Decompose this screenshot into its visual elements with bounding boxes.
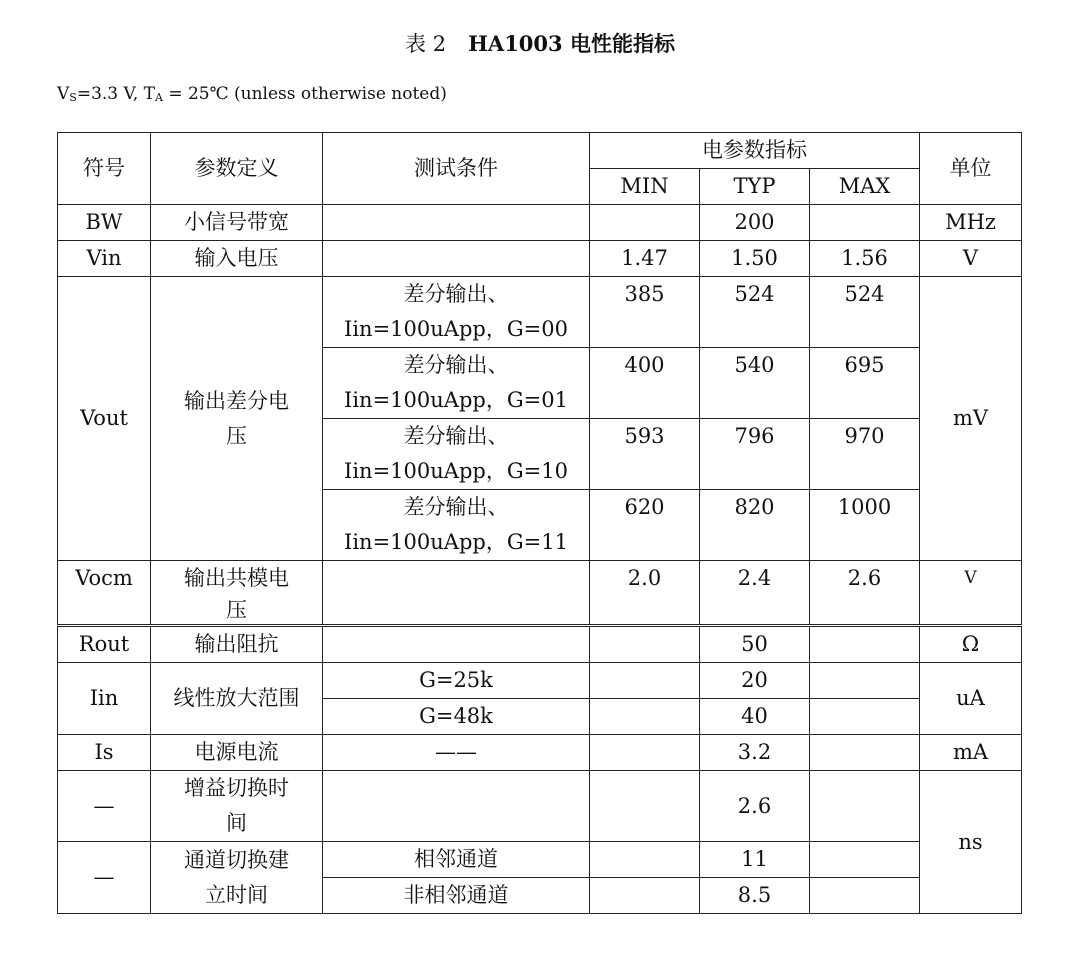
table-title bbox=[0, 28, 1080, 58]
header-symbol: 符号 bbox=[58, 133, 151, 205]
table-row: G=48k 40 bbox=[58, 699, 1022, 735]
header-min: MIN bbox=[590, 169, 700, 205]
header-test: 测试条件 bbox=[323, 133, 590, 205]
table-row: BW 小信号带宽 200 MHz bbox=[58, 205, 1022, 241]
table-row: Rout 输出阻抗 50 Ω bbox=[58, 626, 1022, 663]
table-row: — 通道切换建 立时间 相邻通道 11 bbox=[58, 842, 1022, 878]
header-unit: 单位 bbox=[920, 133, 1022, 205]
table-row: Iin 线性放大范围 G=25k 20 uA bbox=[58, 663, 1022, 699]
table-name: HA1003 电性能指标 bbox=[468, 31, 675, 56]
table-row: 非相邻通道 8.5 bbox=[58, 878, 1022, 914]
table-row: 差分输出、 Iin=100uApp，G=11 620 820 1000 bbox=[58, 490, 1022, 561]
table-row: 差分输出、 Iin=100uApp，G=10 593 796 970 bbox=[58, 419, 1022, 490]
header-spec: 电参数指标 bbox=[590, 133, 920, 169]
table-row: 差分输出、 Iin=100uApp，G=01 400 540 695 bbox=[58, 348, 1022, 419]
electrical-spec-table bbox=[57, 132, 1022, 914]
header-param: 参数定义 bbox=[151, 133, 323, 205]
table-number: 表 2 bbox=[405, 32, 447, 56]
test-conditions-note: $V_S=3.3$ V, $T_A$ = 25℃ (unless otherwise noted) bbox=[57, 84, 447, 104]
header-row bbox=[58, 133, 1022, 169]
table-row: Vin 输入电压 1.47 1.50 1.56 V bbox=[58, 241, 1022, 277]
table-row: Is 电源电流 —— 3.2 mA bbox=[58, 735, 1022, 771]
table-row: Vout 输出差分电 压 差分输出、 Iin=100uApp，G=00 385 524 524 mV bbox=[58, 277, 1022, 348]
table-row: Vocm 输出共模电 压 2.0 2.4 2.6 V bbox=[58, 561, 1022, 626]
table-row: — 增益切换时 间 2.6 ns bbox=[58, 771, 1022, 842]
header-max: MAX bbox=[810, 169, 920, 205]
header-typ: TYP bbox=[700, 169, 810, 205]
